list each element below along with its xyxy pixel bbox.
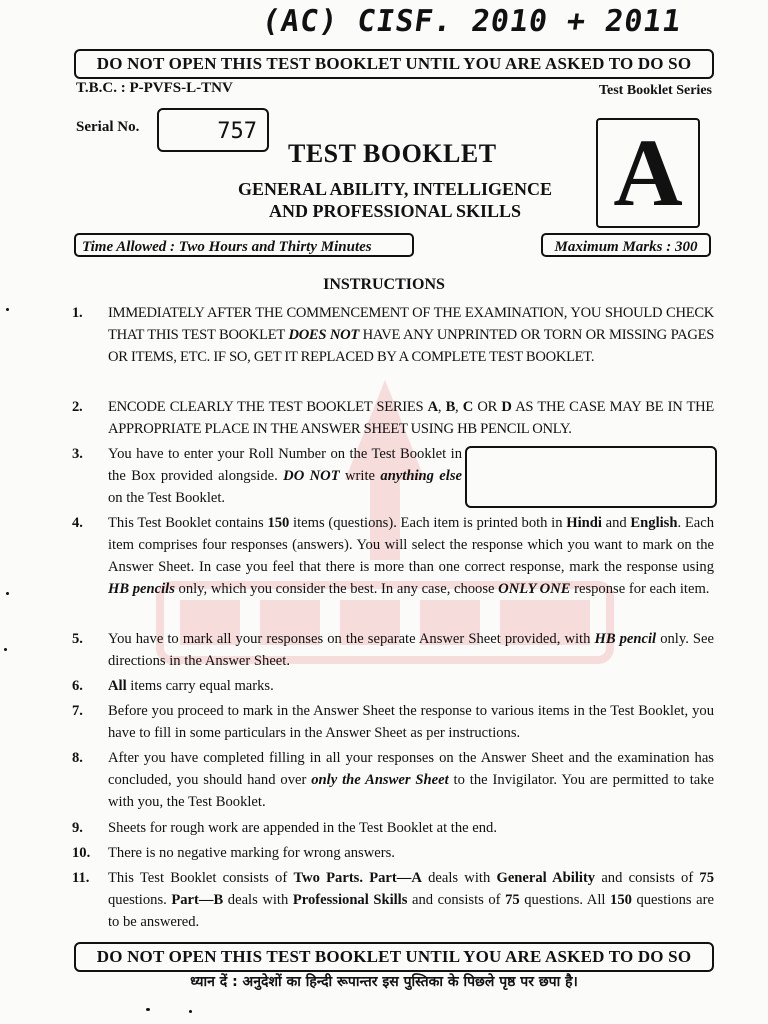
instruction-item-4: 4. This Test Booklet contains 150 items (questions). Each item is printed both in Hindi and English. Each item comprises four responses (answers). You will select the response which you want to mark on the Answer Sheet. In case you feel that there is more than one correct response, mark the response using HB pencils only, which you consider the best. In any case, choose ONLY ONE response for each item. xyxy=(72,512,714,600)
page-title: TEST BOOKLET xyxy=(288,139,497,168)
instruction-item-9: 9. Sheets for rough work are appended in the Test Booklet at the end. xyxy=(72,817,714,839)
instruction-item-11: 11. This Test Booklet consists of Two Parts. Part—A deals with General Ability and consists of 75 questions. Part—B deals with Professional Skills and consists of 75 questions. All 150 questions are to be answered. xyxy=(72,867,714,933)
serial-number-box: 757 xyxy=(157,108,269,152)
handwritten-note: (AC) CISF. 2010 + 2011 xyxy=(259,4,684,39)
bottom-warning-banner: DO NOT OPEN THIS TEST BOOKLET UNTIL YOU ARE ASKED TO DO SO xyxy=(74,942,714,972)
subtitle xyxy=(220,178,570,222)
item-number: 3. xyxy=(72,446,83,462)
scan-speck xyxy=(146,1008,150,1011)
instruction-item-1: 1. IMMEDIATELY AFTER THE COMMENCEMENT OF THE EXAMINATION, YOU SHOULD CHECK THAT THIS TEST BOOKLET DOES NOT HAVE ANY UNPRINTED OR TORN OR MISSING PAGES OR ITEMS, ETC. IF SO, GET IT REPLACED BY A COMPLETE TEST BOOKLET. xyxy=(72,302,714,368)
scan-speck xyxy=(189,1010,192,1013)
test-booklet-series-label: Test Booklet Series xyxy=(598,83,712,98)
item-number: 1. xyxy=(72,305,83,321)
item-number: 8. xyxy=(72,750,83,766)
hindi-note: ध्यान दें : अनुदेशों का हिन्दी रूपान्तर इस पुस्तिका के पिछले पृष्ठ पर छपा है। xyxy=(190,974,578,990)
item-number: 9. xyxy=(72,820,83,836)
scan-speck xyxy=(6,592,9,595)
instruction-item-8: 8. After you have completed filling in all your responses on the Answer Sheet and the examination has concluded, you should hand over only the Answer Sheet to the Invigilator. You are permitted to take with you, the Test Booklet. xyxy=(72,747,714,813)
instruction-item-2: 2. ENCODE CLEARLY THE TEST BOOKLET SERIES A, B, C OR D AS THE CASE MAY BE IN THE APPROPRIATE PLACE IN THE ANSWER SHEET USING HB PENCIL ONLY. xyxy=(72,396,714,440)
serial-number-label: Serial No. xyxy=(76,119,140,135)
time-allowed-box: Time Allowed : Two Hours and Thirty Minutes xyxy=(74,233,414,257)
instructions-heading: INSTRUCTIONS xyxy=(323,276,445,293)
item-number: 5. xyxy=(72,631,83,647)
item-number: 7. xyxy=(72,703,83,719)
instruction-item-6: 6. All items carry equal marks. xyxy=(72,675,714,697)
instruction-item-10: 10. There is no negative marking for wrong answers. xyxy=(72,842,714,864)
item-number: 11. xyxy=(72,870,90,886)
item-number: 6. xyxy=(72,678,83,694)
item-number: 2. xyxy=(72,399,83,415)
subtitle-line-2: AND PROFESSIONAL SKILLS xyxy=(268,201,522,221)
series-letter-box: A xyxy=(596,118,700,228)
subtitle-line-1: GENERAL ABILITY, INTELLIGENCE xyxy=(238,179,552,199)
maximum-marks-box: Maximum Marks : 300 xyxy=(541,233,711,257)
tbc-code: T.B.C. : P-PVFS-L-TNV xyxy=(76,80,233,96)
item-number: 10. xyxy=(72,845,91,861)
item-number: 4. xyxy=(72,515,83,531)
instruction-item-5: 5. You have to mark all your responses on the separate Answer Sheet provided, with HB pencil only. See directions in the Answer Sheet. xyxy=(72,628,714,672)
scan-speck xyxy=(4,648,7,651)
scan-speck xyxy=(6,308,9,311)
roll-number-box[interactable] xyxy=(465,446,717,508)
top-warning-banner: DO NOT OPEN THIS TEST BOOKLET UNTIL YOU ARE ASKED TO DO SO xyxy=(74,49,714,79)
instruction-item-3: 3. You have to enter your Roll Number on the Test Booklet in the Box provided alongside. DO NOT write anything else on the Test Booklet. xyxy=(72,443,462,509)
instruction-item-7: 7. Before you proceed to mark in the Answer Sheet the response to various items in the Test Booklet, you have to fill in some particulars in the Answer Sheet as per instructions. xyxy=(72,700,714,744)
